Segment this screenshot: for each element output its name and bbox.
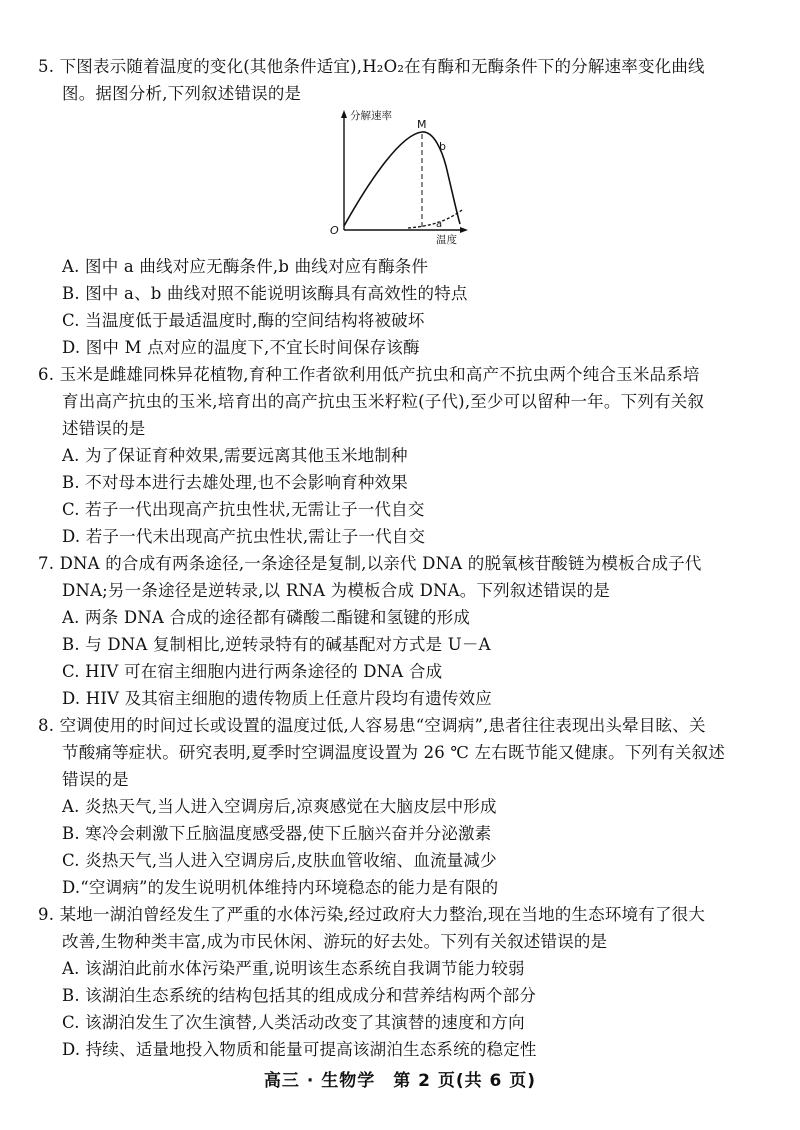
question-7-option-c: C. HIV 可在宿主细胞内进行两条途径的 DNA 合成 — [62, 662, 443, 681]
question-6-stem-line-1: 6. 玉米是雌雄同株异花植物,育种工作者欲利用低产抗虫和高产不抗虫两个纯合玉米品系培 — [38, 365, 700, 384]
peak-label: M — [417, 118, 427, 131]
question-9-option-a: A. 该湖泊此前水体污染严重,说明该生态系统自我调节能力较弱 — [62, 959, 525, 978]
curve-a-label: a — [436, 219, 443, 230]
y-axis-label: 分解速率 — [350, 110, 392, 122]
question-6-option-a: A. 为了保证育种效果,需要远离其他玉米地制种 — [62, 446, 408, 465]
question-7-option-a: A. 两条 DNA 合成的途径都有磷酸二酯键和氢键的形成 — [62, 608, 471, 627]
origin-label: O — [330, 224, 339, 237]
question-7-stem-line-2: DNA;另一条途径是逆转录,以 RNA 为模板合成 DNA。下列叙述错误的是 — [62, 581, 611, 600]
question-9-option-b: B. 该湖泊生态系统的结构包括其的组成成分和营养结构两个部分 — [62, 986, 537, 1005]
question-8-option-d: D.“空调病”的发生说明机体维持内环境稳态的能力是有限的 — [62, 878, 499, 897]
question-8-stem-line-2: 节酸痛等症状。研究表明,夏季时空调温度设置为 26 ℃ 左右既节能又健康。下列有关叙述 — [62, 743, 726, 762]
question-9-stem-line-1: 9. 某地一湖泊曾经发生了严重的水体污染,经过政府大力整治,现在当地的生态环境有了很大 — [38, 905, 706, 924]
question-7-stem-line-1: 7. DNA 的合成有两条途径,一条途径是复制,以亲代 DNA 的脱氧核苷酸链为模板合成子代 — [38, 554, 702, 573]
y-axis-arrow — [341, 110, 347, 118]
question-8-option-c: C. 炎热天气,当人进入空调房后,皮肤血管收缩、血流量减少 — [62, 851, 497, 870]
question-6-option-c: C. 若子一代出现高产抗虫性状,无需让子一代自交 — [62, 500, 425, 519]
question-8-stem-line-3: 错误的是 — [62, 770, 129, 789]
question-7-option-d: D. HIV 及其宿主细胞的遗传物质上任意片段均有遗传效应 — [62, 689, 492, 708]
question-9-option-d: D. 持续、适量地投入物质和能量可提高该湖泊生态系统的稳定性 — [62, 1040, 537, 1059]
question-5-stem-line-2: 图。据图分析,下列叙述错误的是 — [62, 84, 302, 103]
x-axis-arrow — [460, 227, 468, 233]
question-5-option-c: C. 当温度低于最适温度时,酶的空间结构将被破坏 — [62, 311, 425, 330]
question-8-option-b: B. 寒冷会刺激下丘脑温度感受器,使下丘脑兴奋并分泌激素 — [62, 824, 492, 843]
question-7-option-b: B. 与 DNA 复制相比,逆转录特有的碱基配对方式是 U－A — [62, 635, 491, 654]
question-8-option-a: A. 炎热天气,当人进入空调房后,凉爽感觉在大脑皮层中形成 — [62, 797, 497, 816]
question-5-option-b: B. 图中 a、b 曲线对照不能说明该酶具有高效性的特点 — [62, 284, 468, 303]
curve-b-label: b — [439, 140, 446, 153]
question-5-option-d: D. 图中 M 点对应的温度下,不宜长时间保存该酶 — [62, 338, 420, 357]
question-9-option-c: C. 该湖泊发生了次生演替,人类活动改变了其演替的速度和方向 — [62, 1013, 525, 1032]
question-6-option-b: B. 不对母本进行去雄处理,也不会影响育种效果 — [62, 473, 408, 492]
enzyme-rate-figure — [322, 106, 482, 248]
question-8-stem-line-1: 8. 空调使用的时间过长或设置的温度过低,人容易患“空调病”,患者往往表现出头晕目眩、关 — [38, 716, 706, 735]
page-footer: 高三 · 生物学 第 2 页(共 6 页) — [263, 1071, 537, 1091]
curve-a — [408, 210, 462, 228]
question-9-stem-line-2: 改善,生物种类丰富,成为市民休闲、游玩的好去处。下列有关叙述错误的是 — [62, 932, 608, 951]
question-5-option-a: A. 图中 a 曲线对应无酶条件,b 曲线对应有酶条件 — [62, 257, 429, 276]
question-5-stem-line-1: 5. 下图表示随着温度的变化(其他条件适宜),H₂O₂在有酶和无酶条件下的分解速率变化曲线 — [38, 57, 705, 76]
question-6-stem-line-2: 育出高产抗虫的玉米,培育出的高产抗虫玉米籽粒(子代),至少可以留种一年。下列有关叙 — [62, 392, 705, 411]
x-axis-label: 温度 — [436, 234, 457, 246]
question-6-option-d: D. 若子一代未出现高产抗虫性状,需让子一代自交 — [62, 527, 426, 546]
question-6-stem-line-3: 述错误的是 — [62, 419, 146, 438]
